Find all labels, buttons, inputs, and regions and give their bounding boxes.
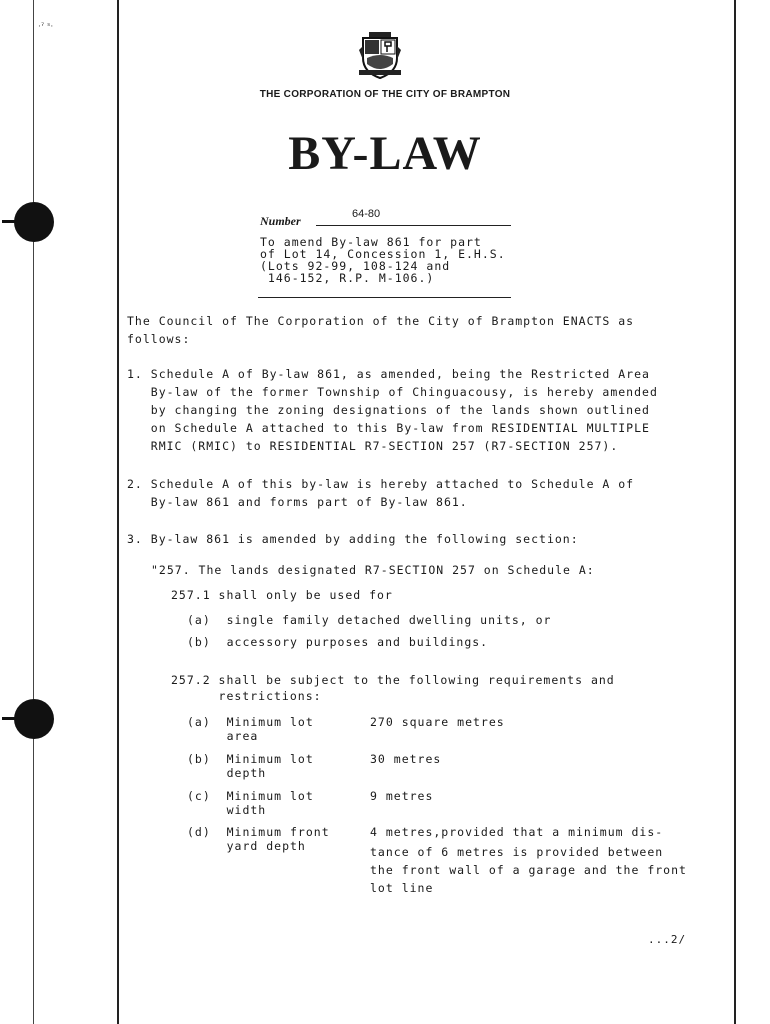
section-1-line: By-law of the former Township of Chinguacousy, is hereby amended [127, 385, 658, 399]
section-1-line: RMIC (RMIC) to RESIDENTIAL R7-SECTION 257 (R7-SECTION 257). [127, 439, 619, 453]
requirement-value: 9 metres [370, 789, 434, 803]
number-label: Number [260, 214, 301, 228]
requirement-value: 30 metres [370, 752, 442, 766]
punch-hole-top [14, 202, 54, 242]
use-item-a: (a) single family detached dwelling units, or [187, 613, 552, 627]
number-underline [316, 225, 511, 226]
city-crest-icon [355, 30, 405, 80]
requirement-value: 270 square metres [370, 715, 505, 729]
description-line: 146-152, R.P. M-106.) [260, 271, 435, 285]
requirement-label: area [187, 729, 259, 743]
preamble-line: The Council of The Corporation of the City of Brampton ENACTS as [127, 314, 635, 328]
section-1-line: by changing the zoning designations of the lands shown outlined [127, 403, 650, 417]
description-line: To amend By-law 861 for part [260, 235, 482, 249]
punch-hole-top-mark [2, 220, 20, 223]
requirement-label: (c) Minimum lot [187, 789, 314, 803]
scan-speck: ·ˀ ˢ· [38, 22, 54, 32]
bylaw-number: 64-80 [352, 208, 381, 220]
requirement-value: the front wall of a garage and the front [370, 863, 687, 877]
section-1-line: on Schedule A attached to this By-law from RESIDENTIAL MULTIPLE [127, 421, 650, 435]
section-257-heading: "257. The lands designated R7-SECTION 257 on Schedule A: [151, 563, 595, 577]
requirement-label: width [187, 803, 267, 817]
document-title: BY-LAW [288, 127, 482, 180]
requirement-label: (a) Minimum lot [187, 715, 314, 729]
corporation-name: THE CORPORATION OF THE CITY OF BRAMPTON [259, 89, 511, 100]
requirement-label: (b) Minimum lot [187, 752, 314, 766]
requirement-value: lot line [370, 881, 434, 895]
use-item-b: (b) accessory purposes and buildings. [187, 635, 489, 649]
punch-hole-bottom [14, 699, 54, 739]
section-2-line: By-law 861 and forms part of By-law 861. [127, 495, 468, 509]
punch-hole-bottom-mark [2, 717, 20, 720]
requirement-label: yard depth [187, 839, 306, 853]
continued-page-mark: ...2/ [648, 933, 687, 946]
section-1-line: 1. Schedule A of By-law 861, as amended, being the Restricted Area [127, 367, 650, 381]
requirement-value: 4 metres,provided that a minimum dis- [370, 825, 664, 839]
section-3: 3. By-law 861 is amended by adding the following section: [127, 532, 579, 546]
description-underline [258, 297, 511, 298]
requirement-label: depth [187, 766, 267, 780]
description-line: of Lot 14, Concession 1, E.H.S. [260, 247, 506, 261]
description-line: (Lots 92-99, 108-124 and [260, 259, 451, 273]
subsection-257-2: 257.2 shall be subject to the following requirements and [171, 673, 615, 687]
subsection-257-2: restrictions: [171, 689, 322, 703]
requirement-value: tance of 6 metres is provided between [370, 845, 664, 859]
preamble-line: follows: [127, 332, 191, 346]
subsection-257-1: 257.1 shall only be used for [171, 588, 393, 602]
requirement-label: (d) Minimum front [187, 825, 330, 839]
section-2-line: 2. Schedule A of this by-law is hereby attached to Schedule A of [127, 477, 635, 491]
